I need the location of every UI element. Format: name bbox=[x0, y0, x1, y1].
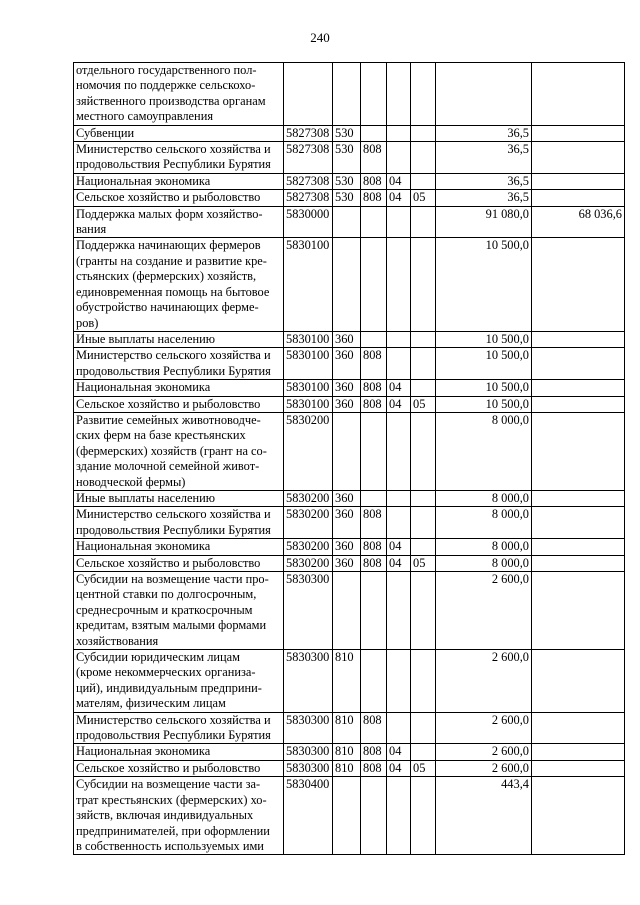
subsection-cell bbox=[411, 331, 436, 347]
expense-type-cell: 360 bbox=[333, 331, 361, 347]
amount-cell bbox=[436, 63, 532, 126]
target-code-cell: 5830200 bbox=[284, 555, 333, 571]
ministry-code-cell: 808 bbox=[361, 744, 387, 760]
amount-secondary-cell bbox=[532, 142, 625, 174]
target-code-cell: 5827308 bbox=[284, 173, 333, 189]
section-cell bbox=[387, 63, 411, 126]
amount-secondary-cell bbox=[532, 63, 625, 126]
subsection-cell bbox=[411, 206, 436, 238]
budget-table-body bbox=[74, 63, 625, 855]
amount-secondary-cell bbox=[532, 507, 625, 539]
expense-type-cell: 810 bbox=[333, 760, 361, 776]
amount-cell: 8 000,0 bbox=[436, 490, 532, 506]
ministry-code-cell bbox=[361, 490, 387, 506]
ministry-code-cell: 808 bbox=[361, 539, 387, 555]
amount-cell: 2 600,0 bbox=[436, 760, 532, 776]
table-row bbox=[74, 507, 625, 539]
subsection-cell bbox=[411, 572, 436, 650]
target-code-cell: 5830100 bbox=[284, 238, 333, 331]
target-code-cell: 5830300 bbox=[284, 744, 333, 760]
table-row bbox=[74, 331, 625, 347]
table-row bbox=[74, 63, 625, 126]
expense-type-cell: 360 bbox=[333, 396, 361, 412]
amount-secondary-cell bbox=[532, 348, 625, 380]
expense-type-cell: 810 bbox=[333, 650, 361, 713]
subsection-cell bbox=[411, 744, 436, 760]
ministry-code-cell: 808 bbox=[361, 348, 387, 380]
target-code-cell: 5830300 bbox=[284, 760, 333, 776]
subsection-cell: 05 bbox=[411, 396, 436, 412]
section-cell bbox=[387, 712, 411, 744]
amount-secondary-cell bbox=[532, 412, 625, 490]
ministry-code-cell bbox=[361, 238, 387, 331]
row-name-cell: Сельское хозяйство и рыболовство bbox=[74, 555, 284, 571]
amount-secondary-cell bbox=[532, 490, 625, 506]
amount-cell: 443,4 bbox=[436, 777, 532, 855]
target-code-cell: 5830400 bbox=[284, 777, 333, 855]
section-cell: 04 bbox=[387, 190, 411, 206]
expense-type-cell: 530 bbox=[333, 190, 361, 206]
amount-cell: 36,5 bbox=[436, 173, 532, 189]
subsection-cell bbox=[411, 380, 436, 396]
subsection-cell bbox=[411, 490, 436, 506]
target-code-cell: 5830000 bbox=[284, 206, 333, 238]
amount-secondary-cell bbox=[532, 396, 625, 412]
ministry-code-cell bbox=[361, 63, 387, 126]
row-name-cell: Развитие семейных животноводче- ских ферм на базе крестьянских (фермерских) хозяйств (грант на со- здание молочной семейной живот- новодческой фермы) bbox=[74, 412, 284, 490]
section-cell bbox=[387, 125, 411, 141]
table-row bbox=[74, 396, 625, 412]
row-name-cell: Сельское хозяйство и рыболовство bbox=[74, 396, 284, 412]
amount-secondary-cell bbox=[532, 125, 625, 141]
table-row bbox=[74, 539, 625, 555]
subsection-cell bbox=[411, 412, 436, 490]
section-cell bbox=[387, 490, 411, 506]
target-code-cell bbox=[284, 63, 333, 126]
budget-table bbox=[73, 62, 625, 855]
target-code-cell: 5830200 bbox=[284, 490, 333, 506]
row-name-cell: Министерство сельского хозяйства и продовольствия Республики Бурятия bbox=[74, 712, 284, 744]
amount-secondary-cell bbox=[532, 380, 625, 396]
row-name-cell: Иные выплаты населению bbox=[74, 490, 284, 506]
subsection-cell bbox=[411, 539, 436, 555]
amount-secondary-cell bbox=[532, 539, 625, 555]
subsection-cell: 05 bbox=[411, 555, 436, 571]
table-row bbox=[74, 206, 625, 238]
ministry-code-cell: 808 bbox=[361, 173, 387, 189]
table-row bbox=[74, 712, 625, 744]
row-name-cell: Министерство сельского хозяйства и продовольствия Республики Бурятия bbox=[74, 348, 284, 380]
table-row bbox=[74, 348, 625, 380]
row-name-cell: Сельское хозяйство и рыболовство bbox=[74, 190, 284, 206]
amount-cell: 91 080,0 bbox=[436, 206, 532, 238]
ministry-code-cell bbox=[361, 412, 387, 490]
ministry-code-cell: 808 bbox=[361, 396, 387, 412]
row-name-cell: Субсидии на возмещение части за- трат крестьянских (фермерских) хо- зяйств, включая индивидуальных предпринимателей, при оформлении в собственность используемых ими bbox=[74, 777, 284, 855]
ministry-code-cell bbox=[361, 777, 387, 855]
expense-type-cell: 810 bbox=[333, 712, 361, 744]
amount-cell: 36,5 bbox=[436, 142, 532, 174]
row-name-cell: Субсидии на возмещение части про- центной ставки по долгосрочным, среднесрочным и краткосрочным кредитам, взятым малыми формами хозяйствования bbox=[74, 572, 284, 650]
target-code-cell: 5830300 bbox=[284, 572, 333, 650]
amount-cell: 10 500,0 bbox=[436, 331, 532, 347]
section-cell bbox=[387, 507, 411, 539]
amount-secondary-cell bbox=[532, 238, 625, 331]
table-row bbox=[74, 190, 625, 206]
ministry-code-cell bbox=[361, 650, 387, 713]
expense-type-cell: 360 bbox=[333, 380, 361, 396]
expense-type-cell: 360 bbox=[333, 507, 361, 539]
section-cell bbox=[387, 650, 411, 713]
row-name-cell: Субсидии юридическим лицам (кроме некоммерческих организа- ций), индивидуальным предприни- мателям, физическим лицам bbox=[74, 650, 284, 713]
amount-secondary-cell: 68 036,6 bbox=[532, 206, 625, 238]
table-row bbox=[74, 173, 625, 189]
amount-secondary-cell bbox=[532, 650, 625, 713]
amount-secondary-cell bbox=[532, 555, 625, 571]
subsection-cell: 05 bbox=[411, 190, 436, 206]
table-row bbox=[74, 572, 625, 650]
subsection-cell: 05 bbox=[411, 760, 436, 776]
table-row bbox=[74, 650, 625, 713]
row-name-cell: Национальная экономика bbox=[74, 539, 284, 555]
section-cell bbox=[387, 206, 411, 238]
target-code-cell: 5830200 bbox=[284, 412, 333, 490]
amount-cell: 2 600,0 bbox=[436, 712, 532, 744]
table-row bbox=[74, 760, 625, 776]
table-row bbox=[74, 490, 625, 506]
page-number: 240 bbox=[310, 30, 330, 45]
row-name-cell: Иные выплаты населению bbox=[74, 331, 284, 347]
amount-secondary-cell bbox=[532, 777, 625, 855]
expense-type-cell: 360 bbox=[333, 490, 361, 506]
subsection-cell bbox=[411, 712, 436, 744]
row-name-cell: отдельного государственного пол- номочия по поддержке сельскохо- зяйственного производства органам местного самоуправления bbox=[74, 63, 284, 126]
expense-type-cell bbox=[333, 412, 361, 490]
row-name-cell: Поддержка малых форм хозяйство- вания bbox=[74, 206, 284, 238]
amount-cell: 2 600,0 bbox=[436, 650, 532, 713]
row-name-cell: Поддержка начинающих фермеров (гранты на создание и развитие кре- стьянских (фермерских) хозяйств, единовременная помощь на бытовое обустройство начинающих ферме- ров) bbox=[74, 238, 284, 331]
expense-type-cell bbox=[333, 63, 361, 126]
subsection-cell bbox=[411, 125, 436, 141]
table-row bbox=[74, 412, 625, 490]
expense-type-cell: 360 bbox=[333, 348, 361, 380]
table-row bbox=[74, 380, 625, 396]
target-code-cell: 5830300 bbox=[284, 712, 333, 744]
amount-secondary-cell bbox=[532, 173, 625, 189]
section-cell: 04 bbox=[387, 760, 411, 776]
expense-type-cell: 530 bbox=[333, 173, 361, 189]
expense-type-cell: 530 bbox=[333, 125, 361, 141]
amount-cell: 10 500,0 bbox=[436, 396, 532, 412]
amount-secondary-cell bbox=[532, 760, 625, 776]
section-cell bbox=[387, 238, 411, 331]
section-cell bbox=[387, 348, 411, 380]
row-name-cell: Национальная экономика bbox=[74, 380, 284, 396]
amount-secondary-cell bbox=[532, 572, 625, 650]
target-code-cell: 5830100 bbox=[284, 348, 333, 380]
section-cell: 04 bbox=[387, 173, 411, 189]
subsection-cell bbox=[411, 238, 436, 331]
ministry-code-cell bbox=[361, 206, 387, 238]
target-code-cell: 5827308 bbox=[284, 142, 333, 174]
table-row bbox=[74, 238, 625, 331]
ministry-code-cell: 808 bbox=[361, 555, 387, 571]
ministry-code-cell: 808 bbox=[361, 760, 387, 776]
expense-type-cell bbox=[333, 238, 361, 331]
amount-cell: 36,5 bbox=[436, 190, 532, 206]
section-cell bbox=[387, 412, 411, 490]
amount-secondary-cell bbox=[532, 744, 625, 760]
amount-cell: 8 000,0 bbox=[436, 555, 532, 571]
subsection-cell bbox=[411, 650, 436, 713]
subsection-cell bbox=[411, 142, 436, 174]
expense-type-cell: 810 bbox=[333, 744, 361, 760]
amount-cell: 10 500,0 bbox=[436, 348, 532, 380]
row-name-cell: Субвенции bbox=[74, 125, 284, 141]
target-code-cell: 5830100 bbox=[284, 396, 333, 412]
section-cell: 04 bbox=[387, 380, 411, 396]
table-row bbox=[74, 142, 625, 174]
expense-type-cell bbox=[333, 777, 361, 855]
target-code-cell: 5830100 bbox=[284, 380, 333, 396]
section-cell bbox=[387, 777, 411, 855]
expense-type-cell bbox=[333, 572, 361, 650]
table-row bbox=[74, 125, 625, 141]
amount-secondary-cell bbox=[532, 190, 625, 206]
section-cell: 04 bbox=[387, 396, 411, 412]
expense-type-cell: 360 bbox=[333, 539, 361, 555]
row-name-cell: Министерство сельского хозяйства и продовольствия Республики Бурятия bbox=[74, 507, 284, 539]
ministry-code-cell: 808 bbox=[361, 190, 387, 206]
table-row bbox=[74, 744, 625, 760]
amount-secondary-cell bbox=[532, 712, 625, 744]
section-cell: 04 bbox=[387, 555, 411, 571]
section-cell: 04 bbox=[387, 539, 411, 555]
ministry-code-cell: 808 bbox=[361, 142, 387, 174]
table-row bbox=[74, 777, 625, 855]
section-cell: 04 bbox=[387, 744, 411, 760]
section-cell bbox=[387, 142, 411, 174]
row-name-cell: Министерство сельского хозяйства и продовольствия Республики Бурятия bbox=[74, 142, 284, 174]
subsection-cell bbox=[411, 63, 436, 126]
target-code-cell: 5827308 bbox=[284, 125, 333, 141]
section-cell bbox=[387, 572, 411, 650]
amount-cell: 8 000,0 bbox=[436, 507, 532, 539]
ministry-code-cell bbox=[361, 572, 387, 650]
amount-cell: 10 500,0 bbox=[436, 238, 532, 331]
row-name-cell: Национальная экономика bbox=[74, 744, 284, 760]
amount-cell: 10 500,0 bbox=[436, 380, 532, 396]
target-code-cell: 5830200 bbox=[284, 507, 333, 539]
expense-type-cell bbox=[333, 206, 361, 238]
amount-cell: 2 600,0 bbox=[436, 572, 532, 650]
subsection-cell bbox=[411, 507, 436, 539]
expense-type-cell: 360 bbox=[333, 555, 361, 571]
target-code-cell: 5827308 bbox=[284, 190, 333, 206]
row-name-cell: Сельское хозяйство и рыболовство bbox=[74, 760, 284, 776]
subsection-cell bbox=[411, 348, 436, 380]
target-code-cell: 5830300 bbox=[284, 650, 333, 713]
row-name-cell: Национальная экономика bbox=[74, 173, 284, 189]
subsection-cell bbox=[411, 777, 436, 855]
amount-cell: 36,5 bbox=[436, 125, 532, 141]
ministry-code-cell: 808 bbox=[361, 712, 387, 744]
amount-secondary-cell bbox=[532, 331, 625, 347]
target-code-cell: 5830100 bbox=[284, 331, 333, 347]
expense-type-cell: 530 bbox=[333, 142, 361, 174]
ministry-code-cell bbox=[361, 331, 387, 347]
ministry-code-cell: 808 bbox=[361, 507, 387, 539]
ministry-code-cell: 808 bbox=[361, 380, 387, 396]
table-row bbox=[74, 555, 625, 571]
ministry-code-cell bbox=[361, 125, 387, 141]
amount-cell: 8 000,0 bbox=[436, 539, 532, 555]
section-cell bbox=[387, 331, 411, 347]
target-code-cell: 5830200 bbox=[284, 539, 333, 555]
subsection-cell bbox=[411, 173, 436, 189]
amount-cell: 8 000,0 bbox=[436, 412, 532, 490]
amount-cell: 2 600,0 bbox=[436, 744, 532, 760]
